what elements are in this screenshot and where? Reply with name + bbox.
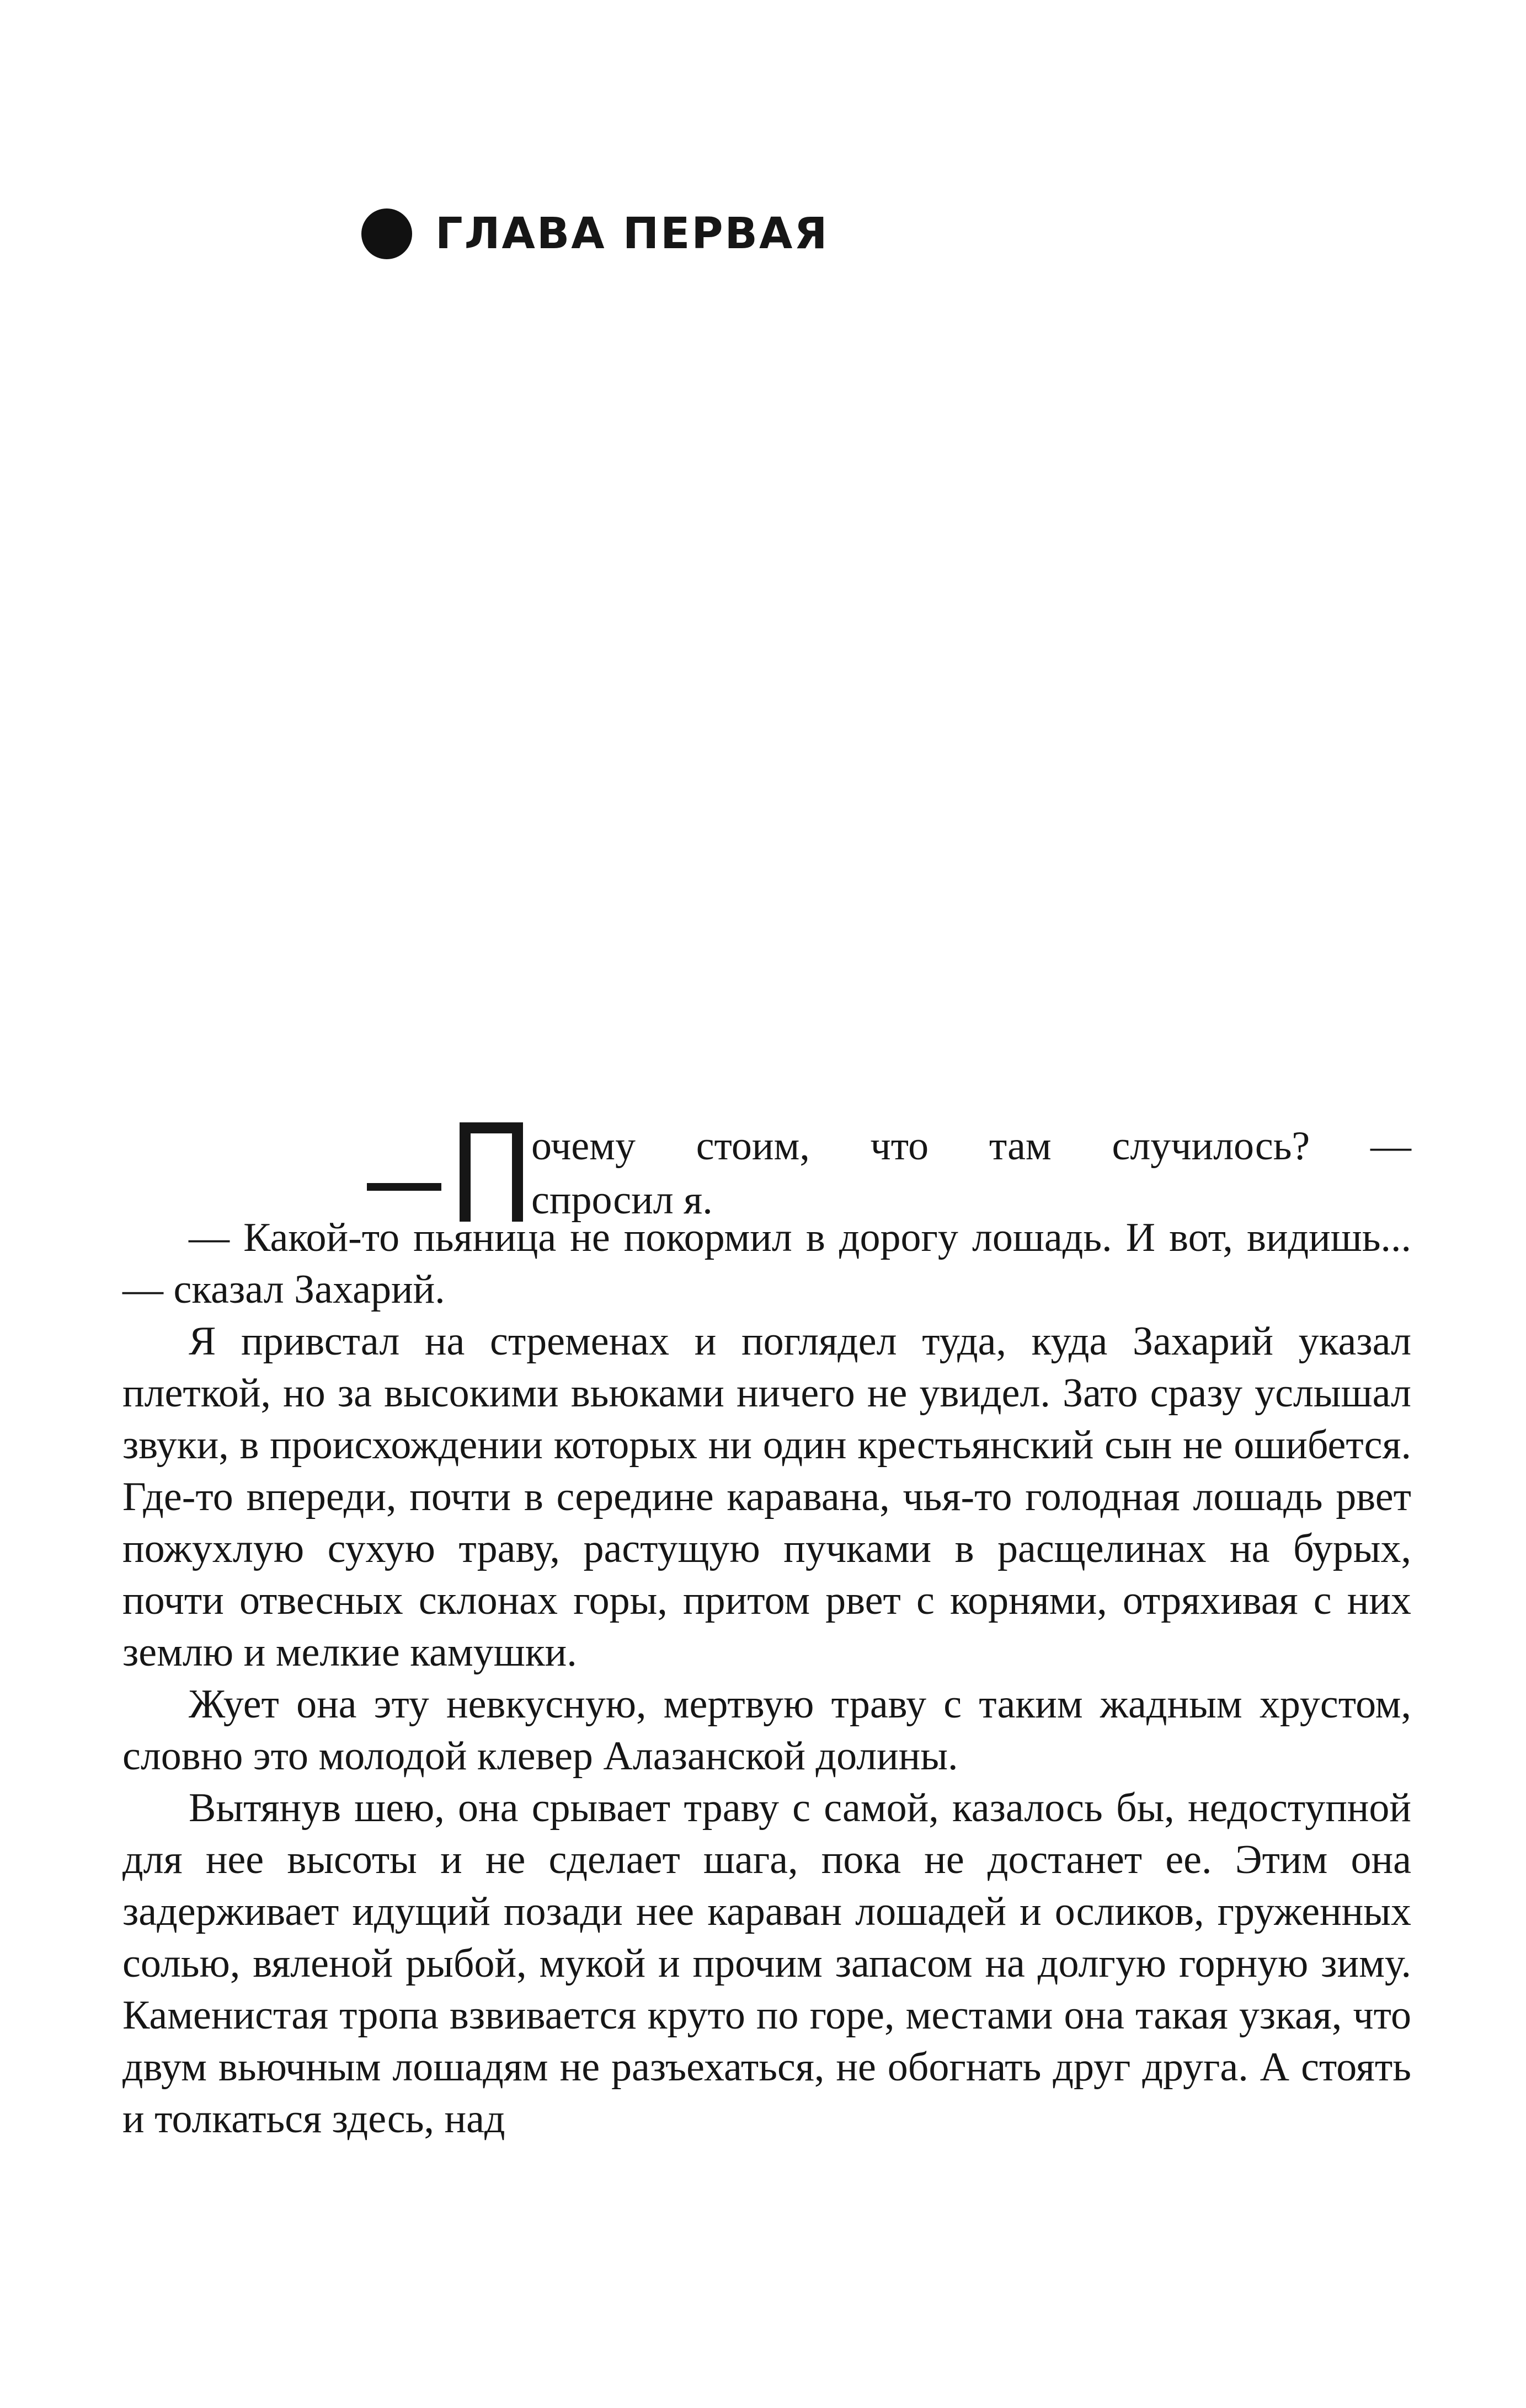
bullet-icon	[361, 208, 412, 259]
paragraph: Я привстал на стременах и поглядел туда, куда Захарий указал плеткой, но за высокими вьюками ничего не увидел. Зато сразу услышал звуки, в происхождении которых ни один крестьянский сын не ошибется. Где-то впереди, почти в середине каравана, чья-то голодная лошадь рвет пожухлую сухую траву, растущую пучками в расщелинах на бурых, почти отвесных склонах горы, притом рвет с корнями, отряхивая с них землю и мелкие камушки.	[122, 1319, 1411, 1675]
drop-cap-letter	[460, 1122, 523, 1222]
body-text	[122, 1212, 1411, 2145]
dialogue-dash	[367, 1183, 441, 1191]
opening-line: очему стоим, что там случилось? —	[531, 1123, 1411, 1169]
paragraph: Вытянув шею, она срывает траву с самой, казалось бы, недоступной для нее высоты и не сделает шага, пока не достанет ее. Этим она задерживает идущий позади нее караван лошадей и осликов, груженных солью, вяленой рыбой, мукой и прочим запасом на долгую горную зиму. Каменистая тропа взвивается круто по горе, местами она такая узкая, что двум вьючным лошадям не разъехаться, не обогнать друг друга. А стоять и толкаться здесь, над	[122, 1785, 1411, 2142]
paragraph: Жует она эту невкусную, мертвую траву с таким жадным хрустом, словно это молодой клевер Алазанской долины.	[122, 1682, 1411, 1779]
chapter-heading	[361, 208, 829, 259]
paragraph: — Какой-то пьяница не покормил в дорогу лошадь. И вот, видишь...— сказал Захарий.	[122, 1215, 1411, 1312]
chapter-title: ГЛАВА ПЕРВАЯ	[435, 209, 829, 259]
opening-line: спросил я.	[531, 1178, 713, 1223]
